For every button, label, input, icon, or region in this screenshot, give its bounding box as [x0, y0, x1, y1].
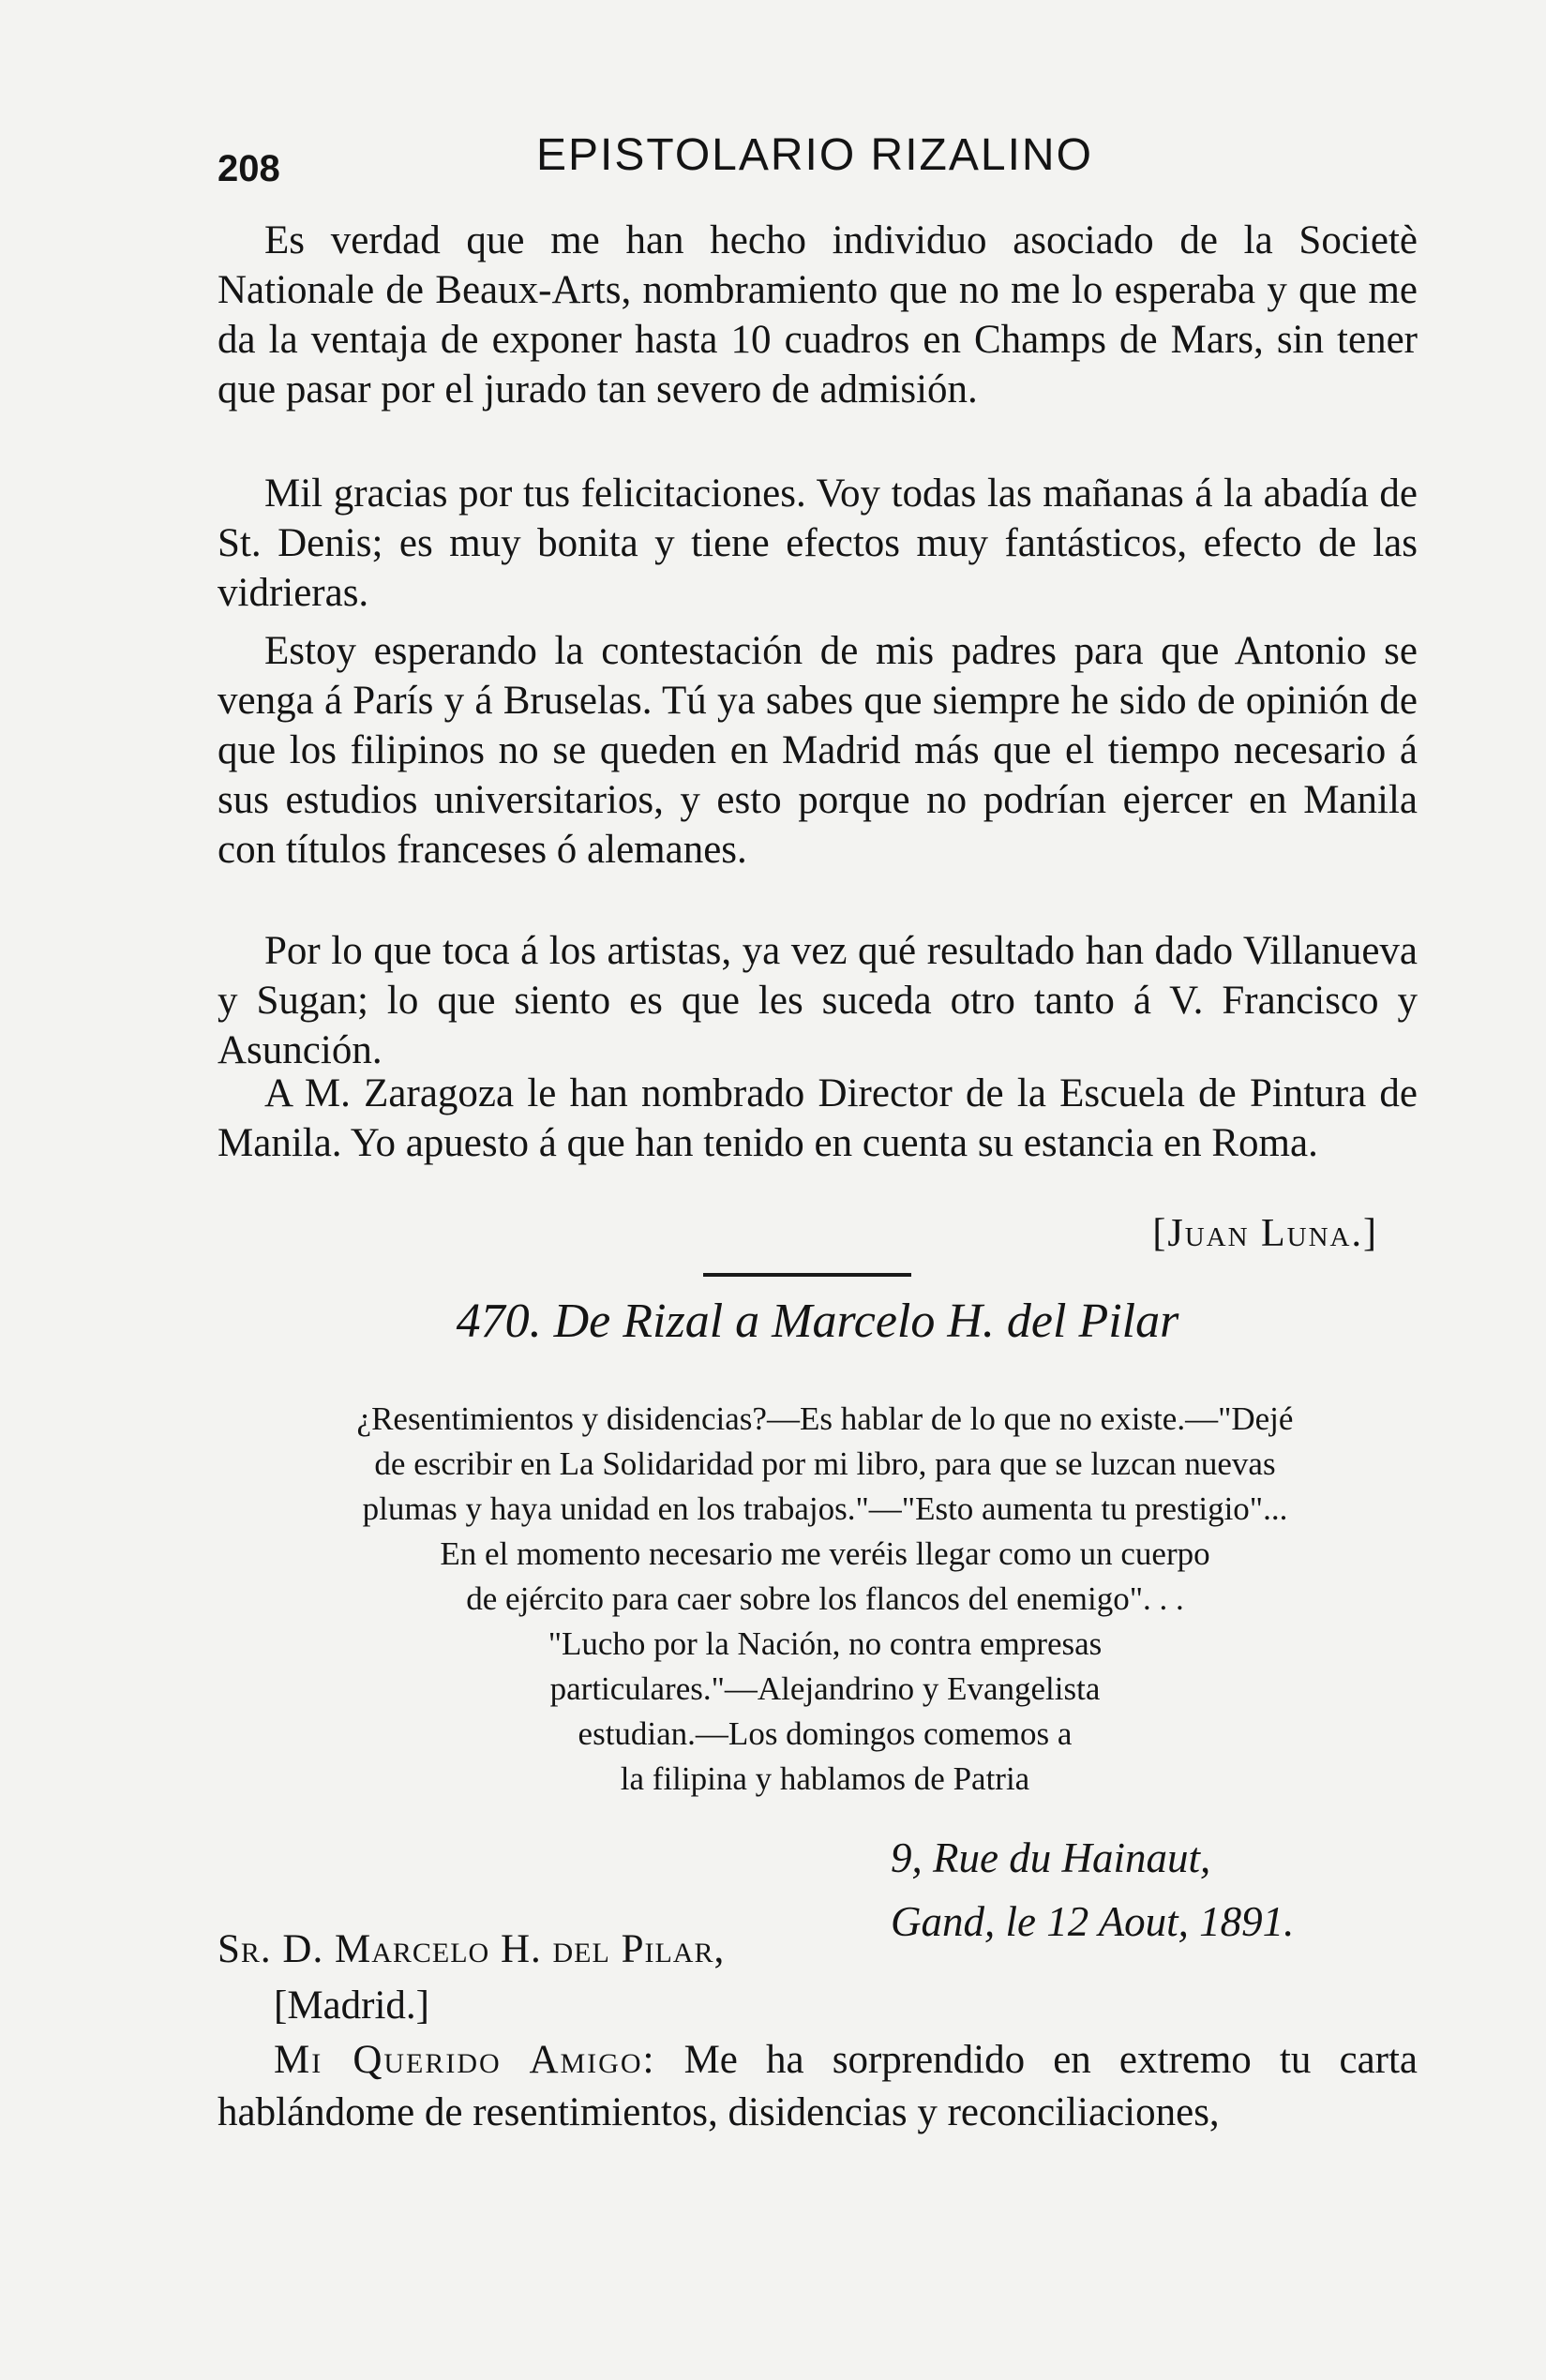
place-line: 9, Rue du Hainaut,: [891, 1834, 1211, 1881]
summary-line: ¿Resentimientos y disidencias?—Es hablar de lo que no existe.—"Dejé: [356, 1400, 1294, 1437]
summary-line: de escribir en La Solidaridad por mi libro, para que se luzcan nuevas: [374, 1445, 1276, 1482]
addressee-place: [Madrid.]: [274, 1983, 429, 2028]
paragraph-5: A M. Zaragoza le han nombrado Director de la Escuela de Pintura de Manila. Yo apuesto á que han tenido en cuenta su estancia en Roma.: [218, 1071, 1418, 1165]
summary-line: particulares."—Alejandrino y Evangelista: [549, 1670, 1101, 1707]
page-number: 208: [218, 148, 280, 189]
summary-line: la filipina y hablamos de Patria: [620, 1760, 1030, 1797]
running-head: [218, 129, 1436, 189]
book-title: EPISTOLARIO RIZALINO: [536, 130, 1093, 180]
date-line: Gand, le 12 Aout, 1891.: [891, 1898, 1295, 1945]
summary-line: "Lucho por la Nación, no contra empresas: [548, 1625, 1103, 1662]
salutation-text: Me ha sorprendido en extremo tu carta hablándome de resentimientos, disidencias y reconciliaciones,: [218, 2038, 1418, 2134]
summary-line: estudian.—Los domingos comemos a: [578, 1715, 1073, 1752]
addressee: [218, 1922, 874, 2034]
paragraph-4: Por lo que toca á los artistas, ya vez qué resultado han dado Villanueva y Sugan; lo que siento es que les suceda otro tanto á V. Francisco y Asunción.: [218, 929, 1418, 1072]
salutation-greeting: Mi Querido Amigo:: [274, 2038, 656, 2082]
section-divider: [703, 1273, 911, 1277]
signature: [Juan Luna.]: [1152, 1212, 1378, 1255]
letter-heading: 470. De Rizal a Marcelo H. del Pilar: [456, 1295, 1179, 1348]
letter-opening: [218, 2034, 1418, 2139]
summary-line: plumas y haya unidad en los trabajos."—"Esto aumenta tu prestigio"...: [362, 1490, 1288, 1527]
summary-line: de ejército para caer sobre los flancos del enemigo". . .: [466, 1580, 1184, 1617]
summary-line: En el momento necesario me veréis llegar como un cuerpo: [440, 1535, 1210, 1572]
letter-summary: [244, 1397, 1406, 1802]
paragraph-3: Estoy esperando la contestación de mis padres para que Antonio se venga á París y á Bruselas. Tú ya sabes que siempre he sido de opinión de que los filipinos no se queden en Madrid más que el tiempo necesario á sus estudios universitarios, y esto porque no podrían ejercer en Manila con títulos franceses ó alemanes.: [218, 629, 1418, 872]
addressee-name: Sr. D. Marcelo H. del Pilar,: [218, 1927, 726, 1971]
paragraph-2: Mil gracias por tus felicitaciones. Voy todas las mañanas á la abadía de St. Denis; es muy bonita y tiene efectos muy fantásticos, efecto de las vidrieras.: [218, 472, 1418, 615]
place-date: [891, 1826, 1378, 1953]
paragraph-1: Es verdad que me han hecho individuo asociado de la Societè Nationale de Beaux-Arts, nombramiento que no me lo esperaba y que me da la ventaja de exponer hasta 10 cuadros en Champs de Mars, sin tener que pasar por el jurado tan severo de admisión.: [218, 218, 1418, 412]
